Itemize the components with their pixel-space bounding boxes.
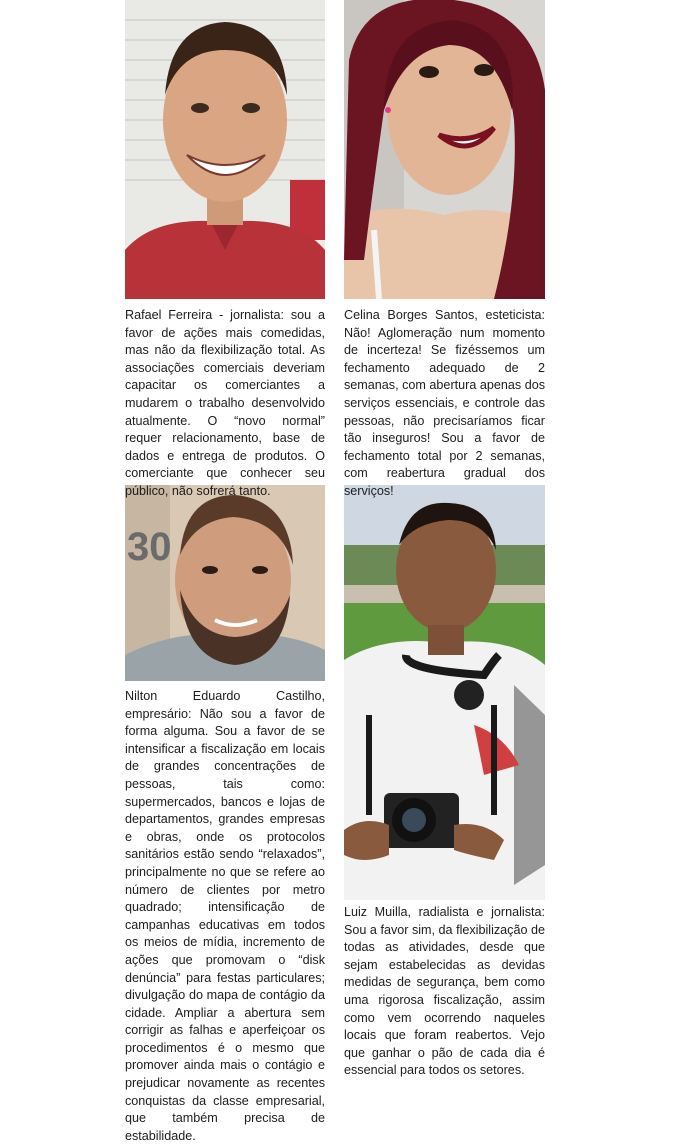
photo-celina-borges-santos — [344, 0, 545, 299]
photo-nilton-eduardo-castilho — [125, 485, 325, 681]
person-photo-icon — [344, 0, 545, 299]
person-photo-icon — [344, 485, 545, 900]
photo-luiz-muilla — [344, 485, 545, 900]
svg-text:30: 30 — [127, 525, 172, 569]
caption-luiz-muilla: Luiz Muilla, radialista e jornalista: Sou a favor sim, da flexibilização de todas as atividades, desde que sejam estabelecidas as devidas medidas de segurança, bem como uma rigorosa fiscalização, assim como vem ocorrendo naqueles locais que foram reabertos. Vejo que ganhar o pão de cada dia é essencial para todos os setores. — [344, 905, 545, 1078]
caption-rafael-ferreira: Rafael Ferreira - jornalista: sou a favor de ações mais comedidas, mas não da flexibilização total. As associações comerciais deveriam capacitar os comerciantes a mudarem o trabalho desenvolvido atualmente. O “novo normal” requer relacionamento, base de dados e entrega de produtos. O comerciante que conhecer seu público, não sofrerá tanto. — [125, 308, 325, 498]
photo-rafael-ferreira — [125, 0, 325, 299]
caption-celina-borges-santos: Celina Borges Santos, esteticista: Não! Aglomeração num momento de incerteza! Se fizéssemos um fechamento adequado de 2 semanas, com abertura apenas dos serviços essenciais, e controle das pessoas, não precisaríamos ficar tão inseguros! Sou a favor de fechamento total por 2 semanas, com reabertura gradual dos serviços! — [344, 308, 545, 498]
caption-nilton-eduardo-castilho: Nilton Eduardo Castilho, empresário: Não sou a favor de forma alguma. Sou a favor de se intensificar a fiscalização em locais de grandes concentrações de pessoas, tais como: supermercados, bancos e lojas de departamentos, grandes empresas e obras, onde os protocolos sanitários estão sendo “relaxados”, principalmente no que se refere ao número de clientes por metro quadrado; intensificação de campanhas educativas em todos os meios de mídia, incremento de ações que promovam o “disk denúncia” para festas particulares; divulgação do mapa de contágio da cidade. Ampliar a abertura sem corrigir as falhas e aperfeiçoar os procedimentos é o mesmo que promover ainda mais o contágio e prejudicar novamente as recentes conquistas da classe empresarial, que também precisa de estabilidade. — [125, 689, 325, 1143]
person-photo-icon — [125, 485, 325, 681]
person-photo-icon — [125, 0, 325, 299]
